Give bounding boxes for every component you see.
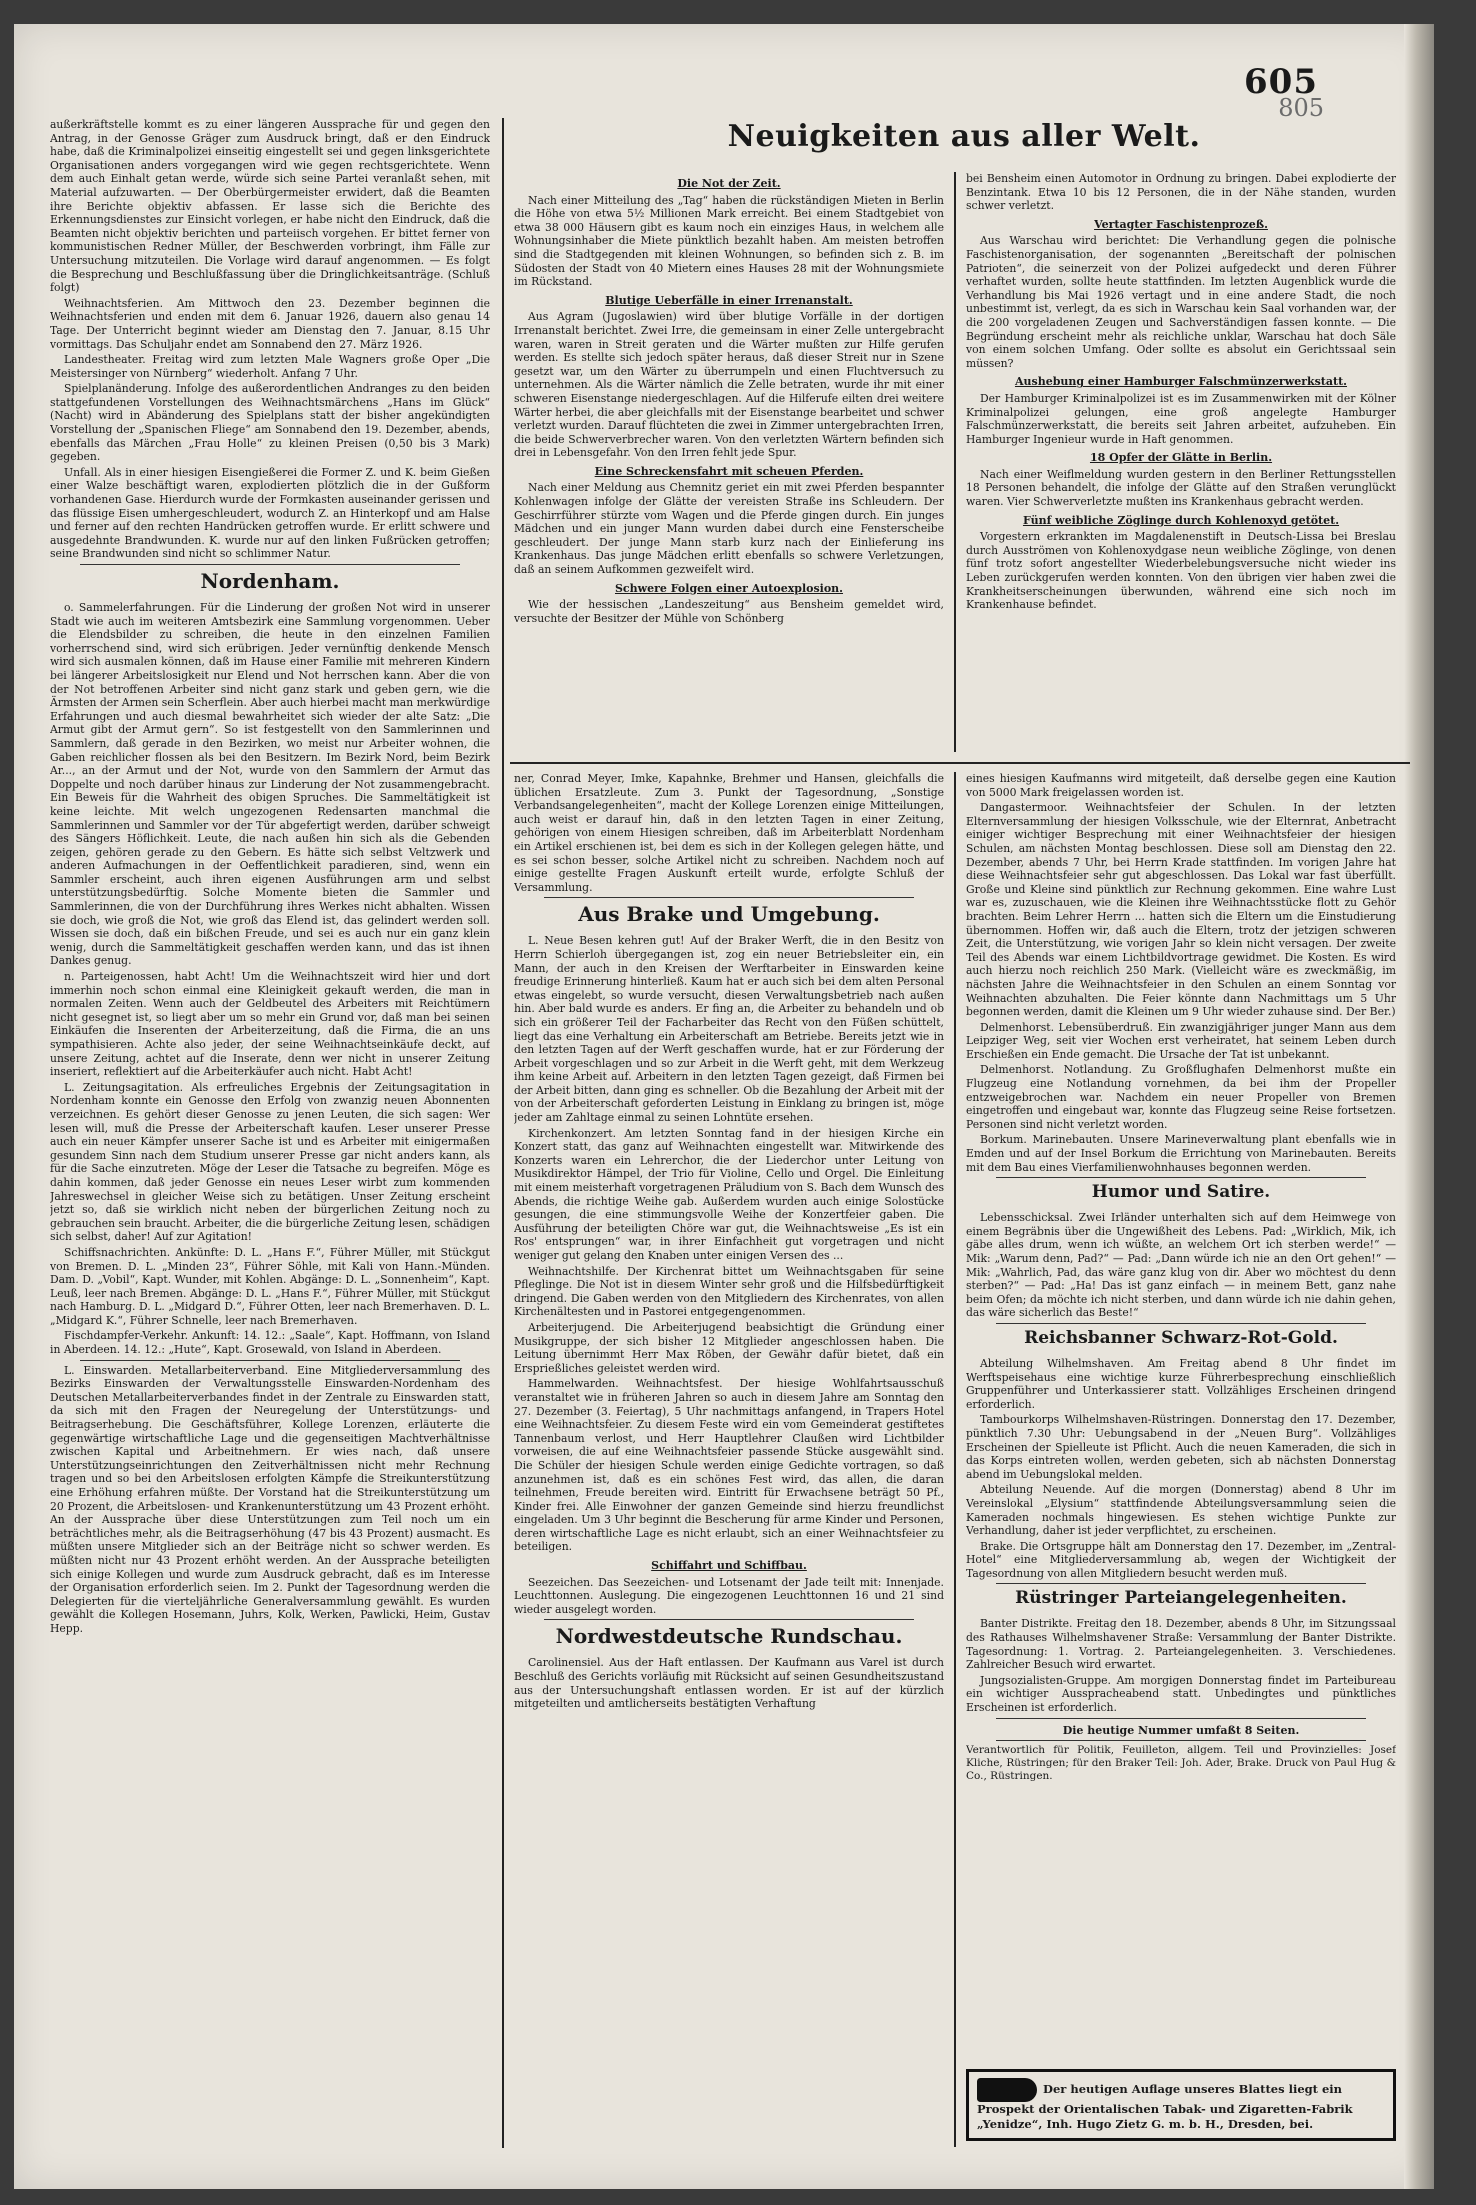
article-bensheim-cont: bei Bensheim einen Automotor in Ordnung zu bringen. Dabei explodierte der Benzintank. Etwa 10 bis 12 Personen, die in der Nähe standen, wurden schwer verletzt.: [966, 172, 1396, 213]
article-warschau: Aus Warschau wird berichtet: Die Verhandlung gegen die polnische Faschistenorganisation, der sogenannten „Bereitschaft der polnischen Patrioten“, die seinerzeit von der Polizei aufgedeckt und deren Führer verhaftet wurden, sollte heute stattfinden. Im letzten Augenblick wurde die Verhandlung bis Mai 1926 vertagt und in eine andere Stadt, die noch unbestimmt ist, verlegt, da es sich in Warschau kein Saal vorhanden war, der die 200 vorgeladenen Zeugen und Sachverständigen fassen konnte. — Die Begründung erscheint mehr als reichliche unklar, Warschau hat doch Säle von einem solchen Umfang. Oder sollte es absolut ein Gerichtssaal sein müssen?: [966, 234, 1396, 370]
column-rule: [954, 772, 956, 2147]
article-agram: Aus Agram (Jugoslawien) wird über blutige Vorfälle in der dortigen Irrenanstalt berichtet. Zwei Irre, die gemeinsam in einer Zelle untergebracht waren, waren in Streit geraten und die Wärter mußten zur Hilfe gerufen werden. Es stellte sich jedoch später heraus, daß dieser Streit nur in Szene gesetzt war, um den Wärter zu überrumpeln und einen Fluchtversuch zu unternehmen. Als die Wärter nämlich die Zelle betraten, wurde ihr mit einer schweren Eisenstange niedergeschlagen. Auf die Hilferufe eilten drei weitere Wärter herbei, die aber gleichfalls mit der Eisenstange bearbeitet und schwer verletzt wurden. Darauf flüchteten die zwei in Zimmer untergebrachten Irren, die beide Schwerverbrecher waren. Von den verletzten Wärtern befinden sich drei in Lebensgefahr. Von den Irren fehlt jede Spur.: [514, 310, 944, 460]
article-versammlung-cont: ner, Conrad Meyer, Imke, Kapahnke, Brehmer und Hansen, gleichfalls die üblichen Ersatzleute. Zum 3. Punkt der Tagesordnung, „Sonstige Verbandsangelegenheiten“, macht der Kollege Lorenzen einige Mitteilungen, auch weist er darauf hin, daß in den letzten Tagen in einer Zeitung, gehörigen von einem Hiesigen schreiben, daß im Arbeiterblatt Nordenham ein Artikel erschienen ist, bei dem es sich in der Kollegen gelegen hätte, und es sei schon besser, solche Artikel nicht zu schreiben. Nachdem noch auf einige gestellte Fragen Auskunft erteilt wurde, erfolgte Schluß der Versammlung.: [514, 772, 944, 894]
heading-nordwest: Nordwestdeutsche Rundschau.: [555, 1624, 903, 1649]
page-edge-shadow: [1404, 24, 1434, 2189]
article-bensheim: Wie der hessischen „Landeszeitung“ aus Bensheim gemeldet wird, versuchte der Besitzer der Mühle von Schönberg: [514, 598, 944, 625]
divider: [996, 1323, 1366, 1324]
imprint: Verantwortlich für Politik, Feuilleton, allgem. Teil und Provinzielles: Josef Kliche, Rüstringen; für den Braker Teil: Joh. Ader, Brake. Druck von Paul Hug & Co., Rüstringen.: [966, 1744, 1396, 1783]
article-weihnachtshilfe: Weihnachtshilfe. Der Kirchenrat bittet um Weihnachtsgaben für seine Pfleglinge. Die Not ist in diesem Winter sehr groß und die Hilfsbedürftigkeit dringend. Die Gaben werden von den Mitgliedern des Kirchenrates, von allen Kirchenältesten und in Pastorei entgegengenommen.: [514, 1264, 944, 1319]
divider: [996, 1583, 1366, 1584]
subhead-glaette: 18 Opfer der Glätte in Berlin.: [1089, 451, 1273, 465]
article-seezeichen: Seezeichen. Das Seezeichen- und Lotsenamt der Jade teilt mit: Innenjade. Leuchttonnen. Auslegung. Die eingezogenen Leuchttonnen 16 und 21 sind wieder ausgelegt worden.: [514, 1575, 944, 1616]
masthead-neuigkeiten: Neuigkeiten aus aller Welt.: [727, 120, 1201, 154]
article-unfall: Unfall. Als in einer hiesigen Eisengießerei die Former Z. und K. beim Gießen einer Walze beschäftigt waren, explodierten plötzlich die in der Gußform vorhandenen Gase. Hierdurch wurde der Formkasten auseinander gerissen und das flüssige Eisen umhergeschleudert, wodurch Z. an Hinterkopf und am Halse und ferner auf den rechten Handrücken getroffen wurde. Er erlitt schwere und ausgedehnte Brandwunden. K. wurde nur auf den linken Fußrücken getroffen; seine Brandwunden sind nicht so schlimmer Natur.: [50, 465, 490, 561]
heading-brake: Aus Brake und Umgebung.: [578, 902, 880, 927]
article-zeitungsagitation: L. Zeitungsagitation. Als erfreuliches Ergebnis der Zeitungsagitation in Nordenham konnte ein Genosse den Erfolg von zwanzig neuen Abonnenten verzeichnen. Es gehört dieser Genosse zu jenen Leuten, die sich sagen: Wer lesen will, muß die Presse der Arbeiterschaft kaufen. Leser unserer Presse auch ein neuer Kämpfer unserer Sache ist und es Arbeiter mit einigermaßen gesundem Sinn nach dem Studium unserer Presse gar nicht anders kann, als für die Sache einzutreten. Möge der Leser die Tatsache zu begreifen. Möge es dahin kommen, daß jeder Genosse ein neues Leser wirbt zum kommenden Jahreswechsel in gleicher Weise sich zu betätigen. Unser Zeitung erscheint jetzt so, daß sie wirklich nicht neben der bürgerlichen Zeitung noch zu gebrauchen sein braucht. Arbeiter, die die bürgerliche Zeitung lesen, schädigen sich selbst, daher! Auf zur Agitation!: [50, 1080, 490, 1244]
article-glaette: Nach einer Weiflmeldung wurden gestern in den Berliner Rettungsstellen 18 Personen behandelt, die infolge der Glätte auf den Straßen verunglückt waren. Vier Schwerverletzte mußten ins Krankenhaus gebracht werden.: [966, 467, 1396, 509]
article-banter: Banter Distrikte. Freitag den 18. Dezember, abends 8 Uhr, im Sitzungssaal des Rathauses Wilhelmshavener Straße: Versammlung der Banter Distrikte. Tagesordnung: 1. Vortrag. 2. Parteiangelegenheiten. 3. Verschiedenes. Zahlreicher Besuch wird erwartet.: [966, 1617, 1396, 1672]
news-column-right: [966, 172, 1396, 757]
article-rb-wilhelmshaven: Abteilung Wilhelmshaven. Am Freitag abend 8 Uhr findet im Werftspeisehaus eine wichtige kurze Führerbesprechung einschließlich Gruppenführer und Unterkassierer statt. Vollzähliges Erscheinen dringend erforderlich.: [966, 1356, 1396, 1411]
subhead-schiffahrt: Schiffahrt und Schiffbau.: [651, 1559, 807, 1573]
article-sammelerfahrungen: o. Sammelerfahrungen. Für die Linderung der großen Not wird in unserer Stadt wie auch im weiteren Amtsbezirk eine Sammlung vorgenommen. Ueber die Elendsbilder zu schreiben, die heute in den einzelnen Familien vorherrschend sind, wird sich erübrigen. Jeder vernünftig denkende Mensch wird sich ausmalen können, daß im Hause einer Familie mit mehreren Kindern bei längerer Arbeitslosigkeit nur Elend und Not herrschen kann. Aber die von der Not betroffenen Arbeiter sind nicht ganz stark und geben gern, wie die Ärmsten der Armen sein Scherflein. Aber auch hierbei macht man merkwürdige Erfahrungen und auch diesmal bewahrheitet sich wieder der alte Satz: „Die Armut gibt der Armut gern“. So ist festgestellt von den Sammlerinnen und Sammlern, daß gerade in den Bezirken, wo meist nur Arbeiter wohnen, die Gaben reichlicher flossen als bei den Besitzern. Im Bezirk Nord, beim Bezirk Ar..., an der Armut und der Not, wurde von den Sammlern der Armut das Doppelte und noch darüber hinaus zur Linderung der Not zusammengebracht. Ein Beweis für die Wahrheit des obigen Spruches. Die Sammeltätigkeit ist keine leichte. Mit welch ungezogenen Redensarten manchmal die Sammlerinnen und Sammler vor der Tür abgefertigt werden, darüber schweigt des Sängers Höflichkeit. Leute, die nach außen hin sich als die Gebenden zeigen, gehören gerade zu den Gebern. Es hätte sich selbst Veltzwerk und anderen Aufmachungen in der Oeffentlichkeit paradieren, sind, wenn ein Sammler erscheint, auch ihren eigenen Ausführungen arm und selbst unterstützungsbedürftig. Solche Momente bieten die Sammler und Sammlerinnen, die von der Durchführung ihres Werkes nicht abhalten. Wissen sie doch, wie groß die Not, wie groß das Elend ist, das gelindert werden soll. Wissen sie doch, daß ein bißchen Freude, und sei es auch nur ein ganz klein wenig, durch die Sammeltätigkeit geschaffen werden kann, und das ist ihnen Dankes genug.: [50, 601, 490, 968]
prospectus-notice: [966, 2069, 1396, 2141]
divider: [80, 1360, 460, 1361]
article-jungsozialisten: Jungsozialisten-Gruppe. Am morgigen Donnerstag findet im Parteibureau ein wichtiger Ausspracheabend statt. Unbedingtes und pünktliches Erscheinen ist erforderlich.: [966, 1673, 1396, 1715]
page-number: 605: [1244, 62, 1318, 102]
article-einswarden: L. Einswarden. Metallarbeiterverband. Eine Mitgliederversammlung des Bezirks Einswarden der Verwaltungsstelle Einswarden-Nordenham des Deutschen Metallarbeiterverbandes findet in der Zentrale zu Einswarden statt, da sich mit den Fragen der Neuregelung der Unterstützungs- und Beitragserhebung. Die Geschäftsführer, Kollege Lorenzen, erläuterte die gegenwärtige wirtschaftliche Lage und die gegenseitigen Machtverhältnisse zwischen Kapital und Arbeitnehmern. Er wies nach, daß unsere Unterstützungseinrichtungen den Zeitverhältnissen nicht mehr Rechnung tragen und so bei den Arbeitslosen erfolgten Kämpfe die Streikunterstützung eine Erhöhung erfahren müßte. Der Vorstand hat die Streikunterstützung um 20 Prozent, die Arbeitslosen- und Krankenunterstützung um 43 Prozent erhöht. An der Aussprache über diese Unterstützungen zum Teil noch um ein beträchtliches mehr, als die Beitragserhöhung (47 bis 43 Prozent) ausmacht. Es müßten unsere Mitglieder sich an der Beiträge nicht so schwer werden. Es müßten nicht nur 43 Prozent erhöht werden. An der Aussprache beteiligten sich einige Kollegen und wurde zum Ausdruck gebracht, daß es im Interesse der Organisation erforderlich seien. Im 2. Punkt der Tagesordnung werden die Delegierten für die vierteljährliche Generalversammlung gewählt. Es wurden gewählt die Kollegen Hosemann, Juhrs, Kolk, Werken, Pawlicki, Heim, Gustav Hepp.: [50, 1363, 490, 1635]
subhead-not-der-zeit: Die Not der Zeit.: [677, 177, 781, 190]
article-fischdampfer: Fischdampfer-Verkehr. Ankunft: 14. 12.: „Saale“, Kapt. Hoffmann, von Island in Aberdeen. 14. 12.: „Hute“, Kapt. Grosewald, von Island in Aberdeen.: [50, 1329, 490, 1357]
lower-middle-column: [514, 772, 944, 2147]
article-parteigenossen: n. Parteigenossen, habt Acht! Um die Weihnachtszeit wird hier und dort immerhin noch schon einmal eine Kleinigkeit gekauft werden, die man in normalen Zeiten. Wenn auch der Geldbeutel des Arbeiters mit Reichtümern nicht gesegnet ist, so liegt aber um so mehr ein Grund vor, daß man bei seinen Einkäufen die Inserenten der Arbeiterzeitung, daß die Firma, die an uns sympathisieren. Achte also jeder, der seine Weihnachtseinkäufe deckt, auf unsere Zeitung, achtet auf die Inserate, denn wer nicht in unserer Zeitung inseriert, reflektiert auf die Arbeiterkäufer auch nicht. Habt Acht!: [50, 970, 490, 1079]
pointing-hand-icon: [977, 2078, 1037, 2102]
article-rb-tambourkorps: Tambourkorps Wilhelmshaven-Rüstringen. Donnerstag den 17. Dezember, pünktlich 7.30 Uhr: Uebungsabend in der „Neuen Burg“. Vollzähliges Erscheinen der Spielleute ist Pflicht. Auch die neuen Kameraden, die sich in das Korps eintreten wollen, werden gebeten, sich ab nächsten Donnerstag abend im Uebungslokal melden.: [966, 1413, 1396, 1481]
article-schiffsnachrichten: Schiffsnachrichten. Ankünfte: D. L. „Hans F.“, Führer Müller, mit Stückgut von Bremen. D. L. „Minden 23“, Führer Söhle, mit Kali von Hann.-Münden. Dam. D. „Vobil“, Kapt. Wunder, mit Kohlen. Abgänge: D. L. „Sonnenheim“, Kapt. Leuß, leer nach Bremen. Abgänge: D. L. „Hans F.“, Führer Müller, mit Stückgut nach Hamburg. D. L. „Midgard D.“, Führer Otten, leer nach Bremerhaven. D. L. „Midgard K.“, Führer Schnelle, leer nach Bremerhaven.: [50, 1245, 490, 1327]
article-borkum: Borkum. Marinebauten. Unsere Marineverwaltung plant ebenfalls wie in Emden und auf der Insel Borkum die Errichtung von Marinebauten. Bereits mit dem Bau eines Vierfamilienwohnhauses begonnen werden.: [966, 1133, 1396, 1174]
newspaper-page: [14, 24, 1434, 2189]
subhead-schreckensfahrt: Eine Schreckensfahrt mit scheuen Pferden.: [594, 464, 864, 478]
article-lebensueberdruss: Delmenhorst. Lebensüberdruß. Ein zwanzigjähriger junger Mann aus dem Leipziger Weg, seit vier Wochen erst verheiratet, hat seinem Leben durch Erschießen ein Ende gemacht. Die Ursache der Tat ist unbekannt.: [966, 1020, 1396, 1061]
heading-reichsbanner: Reichsbanner Schwarz-Rot-Gold.: [1024, 1327, 1338, 1348]
article-neue-besen: L. Neue Besen kehren gut! Auf der Braker Werft, die in den Besitz von Herrn Schierloh übergegangen ist, zog ein neuer Betriebsleiter ein, ein Mann, der auch in den Kreisen der Werftarbeiter in Einswarden keine freudige Erinnerung hinterließ. Kaum hat er auch sich bei dem alten Personal etwas eingelebt, so wurde versucht, diesen Verwaltungsbetrieb nach außen hin. Aber bald wurde es anders. Er fing an, die Arbeiter zu behandeln und ob sich ein größerer Teil der Facharbeiter das Recht von den Füßen schüttelt, liegt das eine Verhaltung ein Arbeiterschaft am Betriebe. Bereits jetzt wie in den letzten Tagen auf der Werft geschaffen wurde, hat er zur Förderung der Arbeit vorgeschlagen und so zur Arbeit in die Werft geht, mit dem Werkzeug ihm keine Arbeit auf. Arbeitern in den letzten Tagen gezeigt, daß Firmen bei der Arbeit bitten, dann ging es schneller. Ob die Bezahlung der Arbeit mit der von der Arbeiterschaft geforderten Leistung in Einklang zu bringen ist, möge jeder am Zahltage einmal zu seinen Lohntüte ersehen.: [514, 934, 944, 1125]
column-rule: [954, 172, 956, 752]
article-lebensschicksal: Lebensschicksal. Zwei Irländer unterhalten sich auf dem Heimwege von einem Begräbnis über die Ungewißheit des Lebens. Pad: „Wirklich, Mik, ich gäbe alles drum, wenn ich wüßte, an welchem Ort ich sterben werde!“ — Mik: „Warum denn, Pad?“ — Pad: „Dann würde ich nie an den Ort gehen!“ — Mik: „Wahrlich, Pad, das wäre ganz klug von dir. Aber wo möchtest du denn sterben?“ — Pad: „Ha! Das ist ganz einfach — in meinem Bett, ganz nahe beim Ofen; da möchte ich nicht sterben, und dann würde ich nie dahin gehen, das wäre sicherlich das Beste!“: [966, 1211, 1396, 1320]
subhead-autoexplosion: Schwere Folgen einer Autoexplosion.: [614, 581, 844, 595]
divider: [996, 1718, 1366, 1719]
prospectus-text: Der heutigen Auflage unseres Blattes liegt ein Prospekt der Orientalischen Tabak- und Zigaretten-Fabrik „Yenidze“, Inh. Hugo Zietz G. m. b. H., Dresden, bei.: [977, 2082, 1353, 2131]
subhead-faschistenprozess: Vertagter Faschistenprozeß.: [1094, 217, 1268, 231]
article-deutsch-lissa: Vorgestern erkrankten im Magdalenenstift in Deutsch-Lissa bei Breslau durch Ausströmen von Kohlenoxydgase neun weibliche Zöglinge, von denen fünf trotz sofort angestellter Wiederbelebungsversuche nicht wieder ins Leben zurückgerufen werden konnten. Von den übrigen vier haben zwei die Krankheitserscheinungen überwunden, während eine sich noch im Krankenhause befindet.: [966, 530, 1396, 612]
article-rb-neuende: Abteilung Neuende. Auf die morgen (Donnerstag) abend 8 Uhr im Vereinslokal „Elysium“ stattfindende Abteilungsversammlung seien die Kameraden nochmals hingewiesen. Es stehen wichtige Punkte zur Verhandlung, daher ist jeder verpflichtet, zu erscheinen.: [966, 1483, 1396, 1538]
section-rule: [510, 762, 1410, 764]
subhead-irrenanstalt: Blutige Ueberfälle in einer Irrenanstalt.: [605, 293, 853, 307]
article-kirchenkonzert: Kirchenkonzert. Am letzten Sonntag fand in der hiesigen Kirche ein Konzert statt, das ganz auf Weihnachten eingestellt war. Mitwirkende des Konzerts waren ein Lehrerchor, die der Liederchor unter Leitung von Musikdirektor Hämpel, der Trio für Violine, Cello und Orgel. Die Einleitung mit einem meisterhaft vorgetragenen Präludium von S. Bach dem Wunsch des Abends, die richtige Weihe gab. Außerdem wurden auch einige Solostücke gesungen, die eine stimmungsvolle Weihe der Konzertfeier gaben. Die Ausführung der beteiligten Chöre war gut, die Weihnachtsweise „Es ist ein Ros' entsprungen“ war, in ihrer Einfachheit gut vorgetragen und nicht weniger gut gelang den Knaben unter einigen Versen des ...: [514, 1126, 944, 1262]
heading-nordenham: Nordenham.: [200, 569, 340, 593]
article-spielplan: Spielplanänderung. Infolge des außerordentlichen Andranges zu den beiden stattgefundenen Vorstellungen des Weihnachtsmärchens „Hans im Glück“ (Nacht) wird in Abänderung des Spielplans statt der bisher angekündigten Vorstellung der „Spanischen Fliege“ am Sonnabend den 19. Dezember, abends, ebenfalls das Märchen „Frau Holle“ zu kleinen Preisen (0,50 bis 3 Mark) gegeben.: [50, 382, 490, 464]
news-column-left: [514, 172, 944, 742]
article-kriminalpolizei: außerkräftstelle kommt es zu einer längeren Aussprache für und gegen den Antrag, in der Genosse Gräger zum Ausdruck bringt, daß er den Eindruck habe, daß die Kriminalpolizei einseitig eingestellt sei und gegen linksgerichtete Organisationen anders vorgegangen wird wie gegen rechtsgerichtete. Wenn dem auch Einhalt getan werde, würde sich seine Partei veranlaßt sehen, mit Material aufzuwarten. — Der Oberbürgermeister erwidert, daß die Beamten ihre Berichte objektiv abfassen. Er lasse sich die Berichte des Erkennungsdienstes zur Einsicht vorlegen, er habe nicht den Eindruck, daß die Beamten nicht objektiv berichten und parteiisch vorgehen. Er bittet ferner von kommunistischen Redner Müller, der Beschwerden vorbringt, ihm Fälle zur Untersuchung mitzuteilen. Die Vorlage wird darauf angenommen. — Es folgt die Besprechung und Beschlußfassung über die Dringlichkeitsanträge. (Schluß folgt): [50, 118, 490, 295]
article-landestheater: Landestheater. Freitag wird zum letzten Male Wagners große Oper „Die Meistersinger von Nürnberg“ wiederholt. Anfang 7 Uhr.: [50, 353, 490, 380]
issue-note: Die heutige Nummer umfaßt 8 Seiten.: [1062, 1723, 1300, 1737]
subhead-falschmuenzer: Aushebung einer Hamburger Falschmünzerwerkstatt.: [1014, 375, 1348, 389]
divider: [996, 1177, 1366, 1178]
divider: [996, 1740, 1366, 1741]
heading-ruestringer: Rüstringer Parteiangelegenheiten.: [1015, 1588, 1347, 1609]
article-rb-brake: Brake. Die Ortsgruppe hält am Donnerstag den 17. Dezember, im „Zentral-Hotel“ eine Mitgliederversammlung ab, wegen der Wichtigkeit der Tagesordnung von allen Mitgliedern besucht werden muß.: [966, 1539, 1396, 1580]
article-hamburg: Der Hamburger Kriminalpolizei ist es im Zusammenwirken mit der Kölner Kriminalpolizei gelungen, eine groß angelegte Hamburger Falschmünzerwerkstatt, die bereits seit Jahren arbeitet, aufzuheben. Ein Hamburger Ingenieur wurde in Haft genommen.: [966, 391, 1396, 446]
lower-right-column: [966, 772, 1396, 2062]
divider: [544, 897, 914, 898]
article-dangastermoor: Dangastermoor. Weihnachtsfeier der Schulen. In der letzten Elternversammlung der hiesigen Volksschule, wie der Elternrat, Anbetracht einiger wichtiger Besprechung mit einer Weihnachtsfeier der hiesigen Schulen, am nächsten Montag beschlossen. Diese soll am Dienstag den 22. Dezember, abends 7 Uhr, bei Herrn Krade stattfinden. Im vorigen Jahre hat diese Weihnachtsfeier sehr gut abgeschlossen. Das Lokal war fast überfüllt. Große und Kleine sind pünktlich zur Rechnung gekommen. Eine wahre Lust war es, zuzuschauen, wie die Kleinen ihre Weihnachtsstücke flott zu Gehör brachten. Beim Lehrer Herrn ... hatten sich die Eltern um die Einstudierung übernommen. Hoffen wir, daß auch die Eltern, trotz der jetzigen schweren Zeit, die Unterstützung, wie vorigen Jahr so klein nicht versagen. Der zweite Teil des Abends war einem Lichtbildvortrage gewidmet. Die Kosten. Es wird auch hierzu noch reichlich 250 Mark. (Vielleicht wäre es zweckmäßig, im nächsten Jahre die Weihnachtsfeier in den Schulen an einem Sonntag vor Weihnachten abzuhalten. Die Feier könnte dann Nachmittags um 5 Uhr begonnen werden, damit die Kleinen um 9 Uhr wieder zuhause sind. Der Ber.): [966, 801, 1396, 1019]
article-notlandung: Delmenhorst. Notlandung. Zu Großflughafen Delmenhorst mußte ein Flugzeug eine Notlandung vornehmen, da bei ihm der Propeller entzweigebrochen war. Nachdem ein neuer Propeller von Bremen eingetroffen und eingebaut war, konnte das Flugzeug seine Reise fortsetzen. Personen sind nicht verletzt worden.: [966, 1063, 1396, 1131]
article-weihnachtsferien: Weihnachtsferien. Am Mittwoch den 23. Dezember beginnen die Weihnachtsferien und enden mit dem 6. Januar 1926, dauern also genau 14 Tage. Der Unterricht beginnt wieder am Dienstag den 7. Januar, 8.15 Uhr vormittags. Das Schuljahr endet am Sonnabend den 27. März 1926.: [50, 296, 490, 351]
article-hammelwarden: Hammelwarden. Weihnachtsfest. Der hiesige Wohlfahrtsausschuß veranstaltet wie in früheren Jahren so auch in diesem Jahre am Sonntag den 27. Dezember (3. Feiertag), 5 Uhr nachmittags anfangend, in Trapers Hotel eine Weihnachtsfeier. Zu diesem Feste wird ein vom Gemeinderat gestiftetes Tannenbaum verlost, und Herr Hauptlehrer Claußen wird Lichtbilder vorweisen, die auf eine Weihnachtsfeier passende Stücke ausgewählt sind. Die Schüler der hiesigen Schule werden einige Gedichte vortragen, so daß anzunehmen ist, daß es ein schönes Fest wird, das allen, die daran teilnehmen, Freude bereiten wird. Eintritt für Erwachsene beträgt 50 Pf., Kinder frei. Alle Einwohner der ganzen Gemeinde sind hierzu freundlichst eingeladen. Um 3 Uhr beginnt die Bescherung für arme Kinder und Personen, deren wirtschaftliche Lage es nicht erlaubt, sich an einer Weihnachtsfeier zu beteiligen.: [514, 1377, 944, 1554]
divider: [544, 1619, 914, 1620]
article-kaution: eines hiesigen Kaufmanns wird mitgeteilt, daß derselbe gegen eine Kaution von 5000 Mark freigelassen worden ist.: [966, 772, 1396, 799]
article-arbeiterjugend: Arbeiterjugend. Die Arbeiterjugend beabsichtigt die Gründung einer Musikgruppe, der sich bisher 12 Mitglieder angeschlossen haben. Die Leitung übernimmt Herr Max Röben, der Gewähr dafür bietet, daß ein Ersprießliches geleistet werden wird.: [514, 1320, 944, 1375]
news-masthead-area: [514, 120, 1414, 168]
left-column: [50, 118, 490, 2143]
article-carolinensiel: Carolinensiel. Aus der Haft entlassen. Der Kaufmann aus Varel ist durch Beschluß des Gerichts vorläufig mit Rücksicht auf seinen Gesundheitszustand aus der Untersuchungshaft entlassen worden. Er ist auf der kürzlich mitgeteilten und amtlicherseits bestätigten Verhaftung: [514, 1656, 944, 1711]
subhead-kohlenoxyd: Fünf weibliche Zöglinge durch Kohlenoxyd getötet.: [1022, 513, 1340, 527]
divider: [80, 564, 460, 565]
page-number-faint: 805: [1278, 94, 1324, 122]
heading-humor: Humor und Satire.: [1091, 1182, 1271, 1203]
article-chemnitz: Nach einer Meldung aus Chemnitz geriet ein mit zwei Pferden bespannter Kohlenwagen infolge der Glätte der vereisten Straße ins Schleudern. Der Geschirrführer stürzte vom Wagen und die Pferde gingen durch. Ein junges Mädchen und ein junger Mann wurden dabei durch eine Fensterscheibe geschleudert. Der junge Mann starb kurz nach der Einlieferung ins Krankenhaus. Das junge Mädchen erlitt ebenfalls so schwere Verletzungen, daß an seinem Aufkommen gezweifelt wird.: [514, 481, 944, 577]
article-mieten-berlin: Nach einer Mitteilung des „Tag“ haben die rückständigen Mieten in Berlin die Höhe von etwa 5½ Millionen Mark erreicht. Bei einem Stadtgebiet von etwa 38 000 Häusern gibt es kaum noch ein einziges Haus, in welchem alle Wohnungsinhaber die Miete pünktlich bezahlt haben. Am meisten betroffen sind die Stadtgegenden mit kleinen Wohnungen, so befinden sich z. B. im Südosten der Stadt von 40 Mietern eines Hauses 28 mit der Wohnungsmiete im Rückstand.: [514, 193, 944, 289]
column-rule: [502, 118, 504, 2148]
